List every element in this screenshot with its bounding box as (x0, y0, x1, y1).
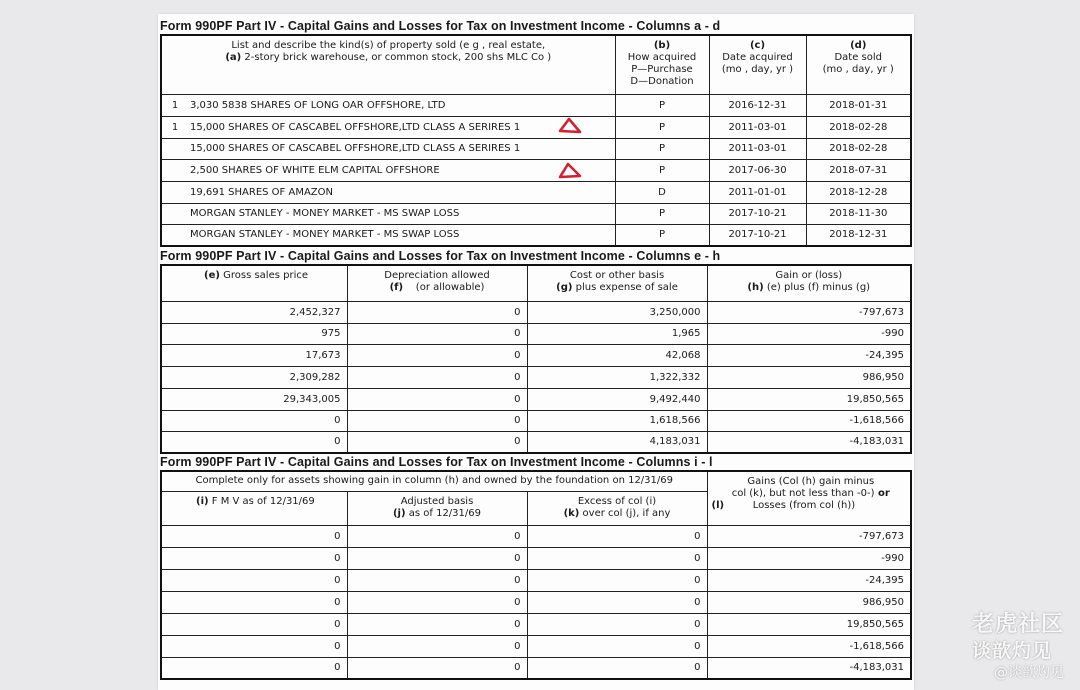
line-number: 1 (171, 99, 179, 111)
gross-sales-price: 17,673 (161, 344, 347, 366)
header-col-l (707, 471, 911, 525)
table-row (161, 635, 911, 657)
gain-or-loss: -4,183,031 (707, 431, 911, 453)
red-triangle-mark-icon (557, 161, 583, 181)
col-j-line1: Adjusted basis (400, 495, 474, 507)
header-col-h (707, 265, 911, 301)
table-row (161, 203, 911, 224)
table-row (161, 159, 911, 181)
header-col-i (161, 491, 347, 525)
col-h-line1: Gain or (loss) (775, 270, 843, 281)
header-col-c (709, 35, 806, 94)
col-c-label: (c) (749, 40, 766, 51)
col-g-label: (g) (556, 282, 573, 293)
property-description (161, 116, 615, 138)
col-f-line1: Depreciation allowed (384, 270, 490, 281)
excess-col-i-over-j: 0 (527, 547, 707, 569)
gains-or-losses: -4,183,031 (707, 657, 911, 679)
property-description (161, 159, 615, 181)
date-sold: 2018-07-31 (806, 159, 911, 181)
fmv-12-31-69: 0 (161, 591, 347, 613)
col-k-label: (k) (563, 507, 580, 519)
date-acquired: 2016-12-31 (709, 94, 806, 116)
property-text: 19,691 SHARES OF AMAZON (190, 186, 333, 198)
header-col-g (527, 265, 707, 301)
gains-or-losses: -990 (707, 547, 911, 569)
fmv-12-31-69: 0 (161, 635, 347, 657)
cost-basis: 42,068 (527, 344, 707, 366)
header-row (161, 35, 911, 94)
table-row (161, 366, 911, 388)
watermark-line3: @谈歆灼见 (994, 665, 1064, 681)
col-j-label: (j) (392, 507, 406, 519)
col-a-line2: 2-story brick warehouse, or common stock, 200 shs MLC Co ) (241, 52, 552, 63)
table-row (161, 181, 911, 203)
gains-or-losses: -24,395 (707, 569, 911, 591)
table-row (161, 613, 911, 635)
depreciation: 0 (347, 431, 527, 453)
date-sold: 2018-11-30 (806, 203, 911, 224)
header-col-j (347, 491, 527, 525)
watermark-line2: 谈歆灼见 (971, 640, 1052, 662)
table-row (161, 116, 911, 138)
depreciation: 0 (347, 323, 527, 344)
gain-or-loss: 19,850,565 (707, 388, 911, 410)
date-acquired: 2011-03-01 (709, 138, 806, 159)
excess-col-i-over-j: 0 (527, 569, 707, 591)
table-columns-i-l (160, 470, 912, 680)
property-text: MORGAN STANLEY - MONEY MARKET - MS SWAP LOSS (190, 229, 460, 241)
property-text: 15,000 SHARES OF CASCABEL OFFSHORE,LTD CLASS A SERIRES 1 (190, 143, 521, 154)
col-e-text: Gross sales price (219, 270, 309, 281)
cost-basis: 4,183,031 (527, 431, 707, 453)
gain-or-loss: -797,673 (707, 301, 911, 323)
section-eh-title: Form 990PF Part IV - Capital Gains and Losses for Tax on Investment Income - Columns e - h (160, 249, 721, 263)
col-a-label: (a) (225, 52, 242, 63)
gains-or-losses: 19,850,565 (707, 613, 911, 635)
col-l-line3: Losses (from col (h)) (752, 500, 856, 511)
excess-col-i-over-j: 0 (527, 635, 707, 657)
fmv-12-31-69: 0 (161, 613, 347, 635)
red-triangle-mark-icon (557, 116, 583, 136)
depreciation: 0 (347, 366, 527, 388)
table-row (161, 525, 911, 547)
how-acquired: D (615, 181, 709, 203)
header-col-e (161, 265, 347, 301)
col-i-text: F M V as of 12/31/69 (208, 495, 315, 507)
cost-basis: 9,492,440 (527, 388, 707, 410)
adjusted-basis: 0 (347, 613, 527, 635)
gains-or-losses: -797,673 (707, 525, 911, 547)
cost-basis: 1,322,332 (527, 366, 707, 388)
watermark-line1: 老虎社区 (971, 612, 1064, 637)
how-acquired: P (615, 116, 709, 138)
table-columns-a-d (160, 34, 912, 247)
col-d-line1: Date sold (834, 52, 883, 63)
table-row (161, 138, 911, 159)
property-description (161, 94, 615, 116)
how-acquired: P (615, 159, 709, 181)
gross-sales-price: 975 (161, 323, 347, 344)
fmv-12-31-69: 0 (161, 569, 347, 591)
property-text: 2,500 SHARES OF WHITE ELM CAPITAL OFFSHORE (190, 164, 440, 176)
table-row (161, 569, 911, 591)
col-f-label: (f) (389, 282, 404, 293)
col-k-line2: over col (j), if any (579, 507, 671, 519)
cost-basis: 1,618,566 (527, 410, 707, 431)
fmv-12-31-69: 0 (161, 547, 347, 569)
col-e-label: (e) (204, 270, 220, 281)
col-l-label: (l) (711, 500, 725, 511)
date-acquired: 2017-10-21 (709, 224, 806, 246)
date-acquired: 2011-03-01 (709, 116, 806, 138)
property-description (161, 203, 615, 224)
col-d-label: (d) (850, 40, 867, 51)
table-row (161, 657, 911, 679)
table-row (161, 224, 911, 246)
col-b-line3: D—Donation (630, 76, 694, 87)
excess-col-i-over-j: 0 (527, 525, 707, 547)
col-k-line1: Excess of col (i) (577, 495, 657, 507)
col-i-label: (i) (196, 495, 209, 507)
gross-sales-price: 2,309,282 (161, 366, 347, 388)
col-g-line1: Cost or other basis (569, 270, 665, 281)
fmv-12-31-69: 0 (161, 657, 347, 679)
table-row (161, 591, 911, 613)
col-d-line2: (mo , day, yr ) (822, 64, 894, 75)
header-row (161, 265, 911, 301)
table-row (161, 323, 911, 344)
adjusted-basis: 0 (347, 591, 527, 613)
col-c-line1: Date acquired (722, 52, 793, 63)
rows-i-l (161, 525, 911, 679)
excess-col-i-over-j: 0 (527, 613, 707, 635)
complete-only-note: Complete only for assets showing gain in column (h) and owned by the foundation on 12/31/69 (161, 471, 707, 491)
gains-or-losses: -1,618,566 (707, 635, 911, 657)
how-acquired: P (615, 138, 709, 159)
excess-col-i-over-j: 0 (527, 591, 707, 613)
col-b-line2: P—Purchase (631, 64, 693, 75)
property-text: 15,000 SHARES OF CASCABEL OFFSHORE,LTD CLASS A SERIRES 1 (190, 121, 521, 133)
property-text: 3,030 5838 SHARES OF LONG OAR OFFSHORE, LTD (190, 99, 446, 111)
header-col-d (806, 35, 911, 94)
table-columns-e-h (160, 264, 912, 454)
col-h-label: (h) (747, 282, 764, 293)
col-l-line1: Gains (Col (h) gain minus (747, 476, 875, 487)
col-c-line2: (mo , day, yr ) (721, 64, 794, 75)
date-sold: 2018-02-28 (806, 116, 911, 138)
adjusted-basis: 0 (347, 525, 527, 547)
col-j-line2: as of 12/31/69 (405, 507, 481, 519)
date-sold: 2018-12-31 (806, 224, 911, 246)
adjusted-basis: 0 (347, 635, 527, 657)
header-row-note (161, 471, 911, 491)
adjusted-basis: 0 (347, 657, 527, 679)
gross-sales-price: 29,343,005 (161, 388, 347, 410)
header-col-a (161, 35, 615, 94)
header-col-b (615, 35, 709, 94)
gross-sales-price: 0 (161, 410, 347, 431)
depreciation: 0 (347, 410, 527, 431)
col-b-line1: How acquired (627, 52, 697, 63)
property-description (161, 138, 615, 159)
table-row (161, 344, 911, 366)
gain-or-loss: 986,950 (707, 366, 911, 388)
how-acquired: P (615, 203, 709, 224)
depreciation: 0 (347, 344, 527, 366)
property-description (161, 181, 615, 203)
header-col-f (347, 265, 527, 301)
col-h-line2: (e) plus (f) minus (g) (763, 282, 871, 293)
section-il-title: Form 990PF Part IV - Capital Gains and Losses for Tax on Investment Income - Columns i - l (160, 455, 713, 469)
date-sold: 2018-01-31 (806, 94, 911, 116)
gross-sales-price: 2,452,327 (161, 301, 347, 323)
col-l-line2: col (k), but not less than -0-) (731, 488, 875, 499)
fmv-12-31-69: 0 (161, 525, 347, 547)
gross-sales-price: 0 (161, 431, 347, 453)
rows-e-h (161, 301, 911, 453)
section-ad-title: Form 990PF Part IV - Capital Gains and Losses for Tax on Investment Income - Columns a - d (160, 19, 721, 33)
col-b-label: (b) (653, 40, 671, 51)
watermark (972, 612, 1064, 682)
excess-col-i-over-j: 0 (527, 657, 707, 679)
date-acquired: 2017-06-30 (709, 159, 806, 181)
table-row (161, 388, 911, 410)
col-a-line1: List and describe the kind(s) of property sold (e g , real estate, (231, 40, 546, 51)
table-row (161, 431, 911, 453)
line-number: 1 (171, 121, 179, 133)
gain-or-loss: -990 (707, 323, 911, 344)
adjusted-basis: 0 (347, 569, 527, 591)
depreciation: 0 (347, 388, 527, 410)
rows-a-d (161, 94, 911, 246)
how-acquired: P (615, 224, 709, 246)
col-l-or: or (874, 488, 890, 499)
property-description (161, 224, 615, 246)
gain-or-loss: -1,618,566 (707, 410, 911, 431)
date-sold: 2018-02-28 (806, 138, 911, 159)
col-g-line2: plus expense of sale (572, 282, 678, 293)
cost-basis: 1,965 (527, 323, 707, 344)
col-f-line2: (or allowable) (415, 282, 485, 293)
table-row (161, 94, 911, 116)
table-row (161, 410, 911, 431)
table-row (161, 547, 911, 569)
header-col-k (527, 491, 707, 525)
gain-or-loss: -24,395 (707, 344, 911, 366)
how-acquired: P (615, 94, 709, 116)
date-acquired: 2011-01-01 (709, 181, 806, 203)
date-acquired: 2017-10-21 (709, 203, 806, 224)
table-row (161, 301, 911, 323)
cost-basis: 3,250,000 (527, 301, 707, 323)
property-text: MORGAN STANLEY - MONEY MARKET - MS SWAP LOSS (190, 208, 460, 219)
adjusted-basis: 0 (347, 547, 527, 569)
date-sold: 2018-12-28 (806, 181, 911, 203)
gains-or-losses: 986,950 (707, 591, 911, 613)
depreciation: 0 (347, 301, 527, 323)
